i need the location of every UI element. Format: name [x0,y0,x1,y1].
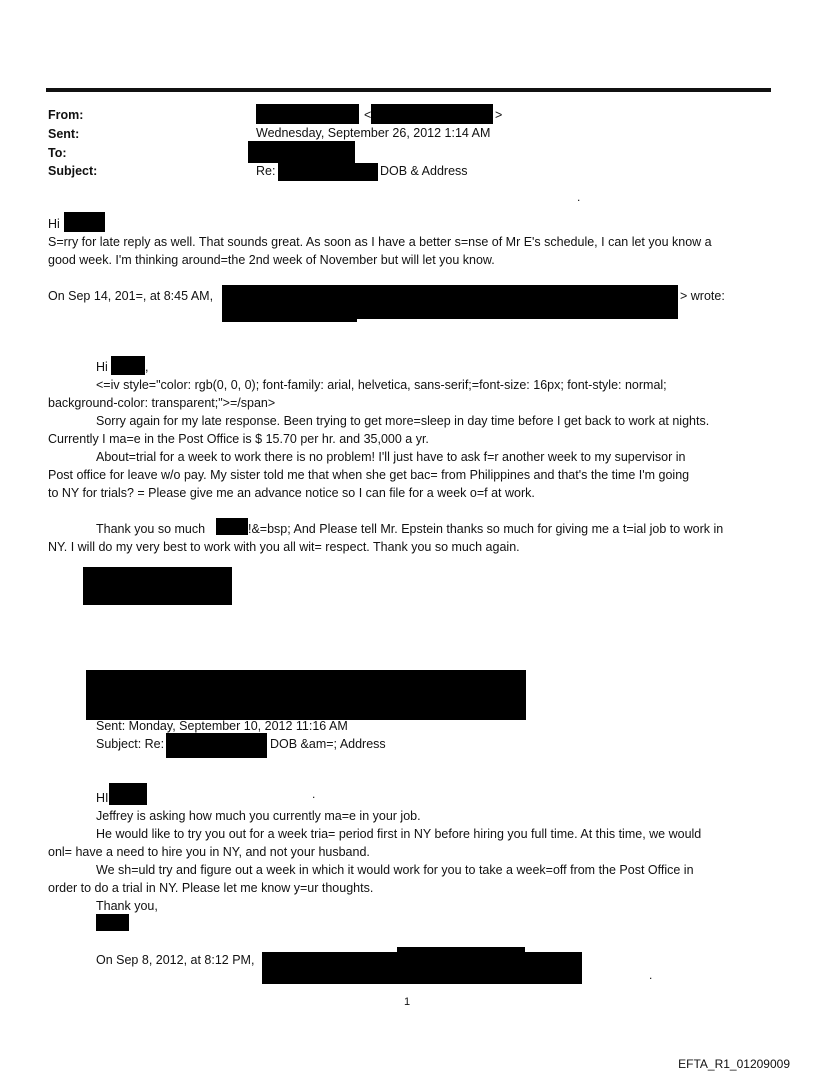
redaction-quote2-top [397,947,525,955]
quote1-suffix: > wrote: [680,289,725,303]
stray-dot: . [577,190,581,204]
subject-label: Subject: [48,164,98,178]
redaction-quote1-c [355,303,678,319]
subject-suffix: DOB & Address [380,164,468,178]
greeting: Hi [48,217,60,231]
to-label: To: [48,146,67,160]
para4-line1-rest: !&=bsp; And Please tell Mr. Epstein thanks so much for giving me a t=ial job to work in [248,522,724,536]
redaction-thanks-name [216,518,248,535]
hi-third: HI [96,791,109,805]
para5-line1: Jeffrey is asking how much you currently ma=e in your job. [96,809,421,823]
page-number: 1 [404,996,411,1008]
para3-line1: About=trial for a week to work there is no problem! I'll just have to ask f=r another week to my supervisor in [96,450,686,464]
document-id: EFTA_R1_01209009 [678,1057,790,1071]
redaction-hi-third [109,783,147,805]
para2-line2: Currently I ma=e in the Post Office is $ 15.70 per hr. and 35,000 a yr. [48,432,429,446]
redaction-forward-header [86,670,526,720]
redaction-hi-second [111,356,145,375]
para7-line1: We sh=uld try and figure out a week in which it would work for you to take a week=off from the Post Office in [96,863,694,877]
para1-line2: good week. I'm thinking around=the 2nd week of November but will let you know. [48,253,495,267]
stray-dot-2: . [312,787,316,801]
subject-prefix: Re: [256,164,276,178]
from-lt: < [364,108,372,122]
redaction-quote1-b [222,303,357,322]
from-gt: > [495,108,503,122]
redaction-from-email [371,104,493,124]
redaction-quote2 [262,952,582,984]
stray-dot-3: . [649,968,653,982]
css-line2: background-color: transparent;">=/span> [48,396,276,410]
redaction-sign-name [96,914,129,931]
hi-second: Hi [96,360,108,374]
redaction-to [248,141,355,163]
sent-value: Wednesday, September 26, 2012 1:14 AM [256,126,491,140]
para4-line2: NY. I will do my very best to work with you all wit= respect. Thank you so much again. [48,540,520,554]
hi-second-comma: , [145,360,149,374]
sent2-line: Sent: Monday, September 10, 2012 11:16 AM [96,719,348,733]
thanks-line: Thank you, [96,899,158,913]
redaction-signature [83,567,232,605]
para6-line2: onl= have a need to hire you in NY, and not your husband. [48,845,370,859]
para3-line2: Post office for leave w/o pay. My sister told me that when she get bac= from Philippines and that's the time I'm going [48,468,690,482]
subject2-prefix: Subject: Re: [96,737,165,751]
css-line1: <=iv style="color: rgb(0, 0, 0); font-family: arial, helvetica, sans-serif;=font-size: 16px; font-style: normal; [96,378,667,392]
para6-line1: He would like to try you out for a week tria= period first in NY before hiring you full time. At this time, we would [96,827,702,841]
from-label: From: [48,108,84,122]
para2-line1: Sorry again for my late response. Been trying to get more=sleep in day time before I get back to work at nights. [96,414,710,428]
redaction-from-name [256,104,359,124]
header-rule [46,88,771,92]
redaction-subject2 [166,733,267,758]
para7-line2: order to do a trial in NY. Please let me know y=ur thoughts. [48,881,374,895]
redaction-subject [278,163,378,181]
para4-prefix: Thank you so much [96,522,206,536]
para1-line1: S=rry for late reply as well. That sounds great. As soon as I have a better s=nse of Mr E's schedule, I can let you know a [48,235,712,249]
subject2-suffix: DOB &am=; Address [270,737,386,751]
sent-label: Sent: [48,127,80,141]
quote1-prefix: On Sep 14, 201=, at 8:45 AM, [48,289,214,303]
quote2-prefix: On Sep 8, 2012, at 8:12 PM, [96,953,255,967]
redaction-greeting-name [64,212,105,232]
para3-line3: to NY for trials? = Please give me an advance notice so I can file for a week o=f at work. [48,486,535,500]
redaction-quote1-a [222,285,678,305]
